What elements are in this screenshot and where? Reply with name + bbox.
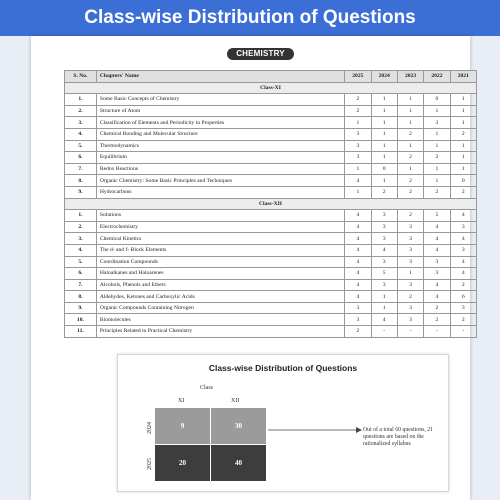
cell-2024-xi: 9 [155,408,210,444]
row-number: 2. [65,221,97,233]
row-number: 1. [65,210,97,222]
question-count: 1 [424,140,450,152]
table-row [65,233,477,245]
summary-note: Out of a total 60 questions, 21 questions are based on the rationalized syllabus [363,427,434,447]
chapter-name: Chemical Bonding and Molecular Structure [96,128,344,140]
question-count: 4 [450,233,476,245]
table-row [65,105,477,117]
question-count: 3 [345,314,371,326]
question-count: 4 [345,244,371,256]
distribution-table [64,70,477,338]
document-page [31,36,470,500]
row-number: 8. [65,175,97,187]
question-count: 4 [424,279,450,291]
table-header-cell: S. No. [65,71,97,83]
section-row [65,82,477,94]
question-count: 1 [371,128,397,140]
question-count: 1 [424,175,450,187]
table-header-row [65,71,477,83]
question-count: 2 [397,291,423,303]
section-label: Class-XI [65,82,477,94]
question-count: 1 [371,140,397,152]
question-count: 4 [424,244,450,256]
chapter-name: Structure of Atom [96,105,344,117]
question-count: 1 [424,163,450,175]
question-count: 1 [397,94,423,106]
row-number: 6. [65,152,97,164]
question-count: 4 [450,256,476,268]
question-count: 1 [450,105,476,117]
chapter-name: Coordination Compounds [96,256,344,268]
row-number: 3. [65,233,97,245]
question-count: 1 [371,291,397,303]
page-banner [0,0,500,36]
question-count: 4 [450,210,476,222]
question-count: 3 [424,268,450,280]
question-count: 2 [345,94,371,106]
question-count: 3 [371,279,397,291]
table-header-cell: 2023 [397,71,423,83]
row-number: 5. [65,256,97,268]
question-count: 1 [450,163,476,175]
question-count: 3 [371,256,397,268]
table-row [65,291,477,303]
chapter-name: Electrochemistry [96,221,344,233]
question-count: 1 [371,117,397,129]
chapter-name: Thermodynamics [96,140,344,152]
question-count: 4 [371,244,397,256]
question-count: 3 [397,233,423,245]
table-row [65,163,477,175]
question-count: 3 [345,302,371,314]
question-count: 1 [397,117,423,129]
question-count: 2 [424,314,450,326]
question-count: 3 [345,128,371,140]
table-row [65,221,477,233]
chapter-name: Organic Chemistry: Some Basic Principles and Techniques [96,175,344,187]
chapter-name: Solutions [96,210,344,222]
question-count: 4 [424,221,450,233]
pointer-arrow-icon [268,425,363,435]
question-count: 3 [397,256,423,268]
row-label-2025: 2025 [147,458,153,470]
question-count: 3 [397,302,423,314]
table-row [65,186,477,198]
table-row [65,244,477,256]
question-count: 1 [371,94,397,106]
row-number: 1. [65,94,97,106]
cell-2025-xii: 40 [211,445,266,481]
question-count: 2 [397,186,423,198]
question-count: 2 [397,128,423,140]
row-number: 11. [65,326,97,338]
question-count: 4 [345,233,371,245]
question-count: 0 [450,175,476,187]
question-count: 4 [345,210,371,222]
chapter-name: Hydrocarbons [96,186,344,198]
question-count: 4 [345,221,371,233]
chapter-name: Aldehydes, Ketones and Carboxylic Acids [96,291,344,303]
question-count: 1 [345,117,371,129]
summary-title: Class-wise Distribution of Questions [208,363,358,373]
question-count: 2 [424,186,450,198]
question-count: 4 [345,175,371,187]
table-header-cell: 2021 [450,71,476,83]
question-count: 3 [450,221,476,233]
row-number: 7. [65,279,97,291]
question-count: 2 [397,175,423,187]
question-count: 4 [424,291,450,303]
question-count: 1 [397,163,423,175]
question-count: 1 [345,186,371,198]
question-count: 3 [345,152,371,164]
question-count: 1 [371,175,397,187]
question-count: 3 [397,244,423,256]
question-count: 1 [397,105,423,117]
question-count: 1 [450,152,476,164]
question-count: 4 [345,268,371,280]
class-label: Class [200,385,214,391]
table-body [65,82,477,337]
question-count: 4 [424,233,450,245]
table-header-cell: 2024 [371,71,397,83]
banner-title: Class-wise Distribution of Questions [84,7,416,28]
table-row [65,117,477,129]
question-count: 2 [424,302,450,314]
question-count: 3 [397,314,423,326]
question-count: 3 [345,140,371,152]
col-label-xii: XII [231,398,240,404]
table-row [65,326,477,338]
chapter-name: Principles Related to Practical Chemistry [96,326,344,338]
question-count: 2 [450,128,476,140]
question-count: 3 [397,221,423,233]
row-number: 2. [65,105,97,117]
question-count: 1 [397,268,423,280]
question-count: 3 [371,221,397,233]
question-count: 1 [345,163,371,175]
question-count: - [424,326,450,338]
table-row [65,268,477,280]
row-number: 6. [65,268,97,280]
section-label: Class-XII [65,198,477,210]
row-number: 3. [65,117,97,129]
table-row [65,279,477,291]
question-count: 3 [424,256,450,268]
question-count: 3 [450,244,476,256]
table-row [65,140,477,152]
question-count: 2 [345,326,371,338]
table-row [65,94,477,106]
question-count: 4 [345,291,371,303]
question-count: 4 [371,314,397,326]
col-label-xi: XI [178,398,185,404]
table-row [65,175,477,187]
table-row [65,128,477,140]
chapter-name: Haloalkanes and Haloarenes [96,268,344,280]
question-count: - [371,326,397,338]
table-row [65,314,477,326]
question-count: 3 [371,233,397,245]
question-count: 4 [345,279,371,291]
row-number: 4. [65,244,97,256]
question-count: 1 [424,105,450,117]
question-count: 2 [450,186,476,198]
chapter-name: Classification of Elements and Periodicity in Properties [96,117,344,129]
row-number: 10. [65,314,97,326]
question-count: 0 [424,94,450,106]
question-count: 5 [371,268,397,280]
question-count: - [450,326,476,338]
question-count: 3 [424,117,450,129]
cell-2024-xii: 30 [211,408,266,444]
table-row [65,256,477,268]
question-count: 3 [371,210,397,222]
chapter-name: Equilibrium [96,152,344,164]
row-label-2024: 2024 [147,422,153,434]
subject-badge: CHEMISTRY [227,48,294,60]
question-count: 2 [397,152,423,164]
question-count: 2 [345,105,371,117]
table-header-cell: 2022 [424,71,450,83]
question-count: 2 [371,186,397,198]
question-count: 1 [424,128,450,140]
question-count: 0 [371,163,397,175]
row-number: 9. [65,186,97,198]
question-count: 2 [397,210,423,222]
question-count: - [397,326,423,338]
question-count: 4 [450,268,476,280]
table-row [65,210,477,222]
chapter-name: Organic Compounds Containing Nitrogen [96,302,344,314]
chapter-name: The d- and f- Block Elements [96,244,344,256]
section-row [65,198,477,210]
table-row [65,152,477,164]
chapter-name: Redox Reactions [96,163,344,175]
question-count: 2 [450,314,476,326]
cell-2025-xi: 20 [155,445,210,481]
table-header-cell: 2025 [345,71,371,83]
chapter-name: Some Basic Concepts of Chemistry [96,94,344,106]
chapter-name: Chemical Kinetics [96,233,344,245]
question-count: 2 [450,279,476,291]
question-count: 4 [345,256,371,268]
question-count: 1 [450,140,476,152]
question-count: 1 [450,94,476,106]
row-number: 8. [65,291,97,303]
chapter-name: Biomolecules [96,314,344,326]
question-count: 6 [450,291,476,303]
question-count: 5 [424,210,450,222]
table-row [65,302,477,314]
summary-box [117,354,449,492]
question-count: 1 [371,105,397,117]
question-count: 1 [371,152,397,164]
row-number: 4. [65,128,97,140]
question-count: 1 [371,302,397,314]
row-number: 7. [65,163,97,175]
question-count: 1 [450,117,476,129]
question-count: 1 [397,140,423,152]
table-header-cell: Chapters' Name [96,71,344,83]
chapter-name: Alcohols, Phenols and Ethers [96,279,344,291]
row-number: 9. [65,302,97,314]
question-count: 3 [397,279,423,291]
question-count: 3 [450,302,476,314]
row-number: 5. [65,140,97,152]
distribution-table-wrap [64,70,477,338]
question-count: 2 [424,152,450,164]
